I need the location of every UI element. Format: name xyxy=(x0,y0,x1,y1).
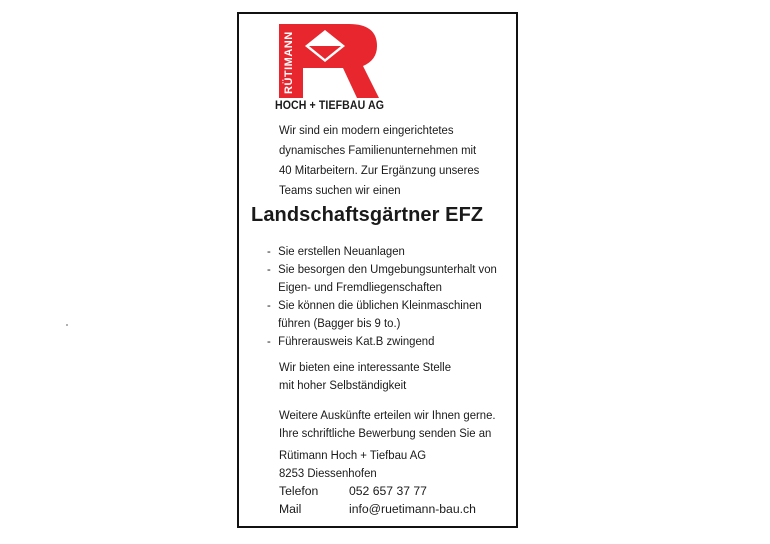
task-text: Sie erstellen Neuanlagen xyxy=(278,244,405,258)
phone-number[interactable]: 052 657 37 77 xyxy=(349,484,427,498)
mail-label: Mail xyxy=(279,502,302,516)
logo-graphic xyxy=(279,24,379,98)
logo-vertical-name: RÜTIMANN xyxy=(283,31,295,94)
job-title: Landschaftsgärtner EFZ xyxy=(251,204,484,226)
info-line: Weitere Auskünfte erteilen wir Ihnen gerne. xyxy=(279,408,496,422)
mail-address[interactable]: info@ruetimann-bau.ch xyxy=(349,502,476,516)
job-advertisement xyxy=(237,12,518,528)
offer-line: mit hoher Selbständigkeit xyxy=(279,378,407,392)
intro-line: Wir sind ein modern eingerichtetes xyxy=(279,123,454,137)
intro-line: dynamisches Familienunternehmen mit xyxy=(279,143,477,157)
task-text-continued: führen (Bagger bis 9 to.) xyxy=(278,316,401,330)
intro-line: Teams suchen wir einen xyxy=(279,183,401,197)
address-company: Rütimann Hoch + Tiefbau AG xyxy=(279,448,427,462)
task-item xyxy=(267,296,497,332)
info-text xyxy=(279,406,514,442)
offer-text xyxy=(279,358,514,394)
task-text: - Sie können die üblichen Kleinmaschinen xyxy=(278,298,482,312)
task-item xyxy=(267,260,497,296)
info-line: Ihre schriftliche Bewerbung senden Sie an xyxy=(279,426,492,440)
task-list xyxy=(267,242,514,350)
intro-line: 40 Mitarbeitern. Zur Ergänzung unseres xyxy=(279,163,480,177)
postal-address xyxy=(279,446,514,482)
task-item xyxy=(267,332,497,350)
phone-row xyxy=(279,482,427,500)
offer-line: Wir bieten eine interessante Stelle xyxy=(279,360,452,374)
scan-speck xyxy=(66,324,68,326)
mail-row xyxy=(279,500,476,518)
phone-label: Telefon xyxy=(279,484,319,498)
task-text-continued: Eigen- und Fremdliegenschaften xyxy=(278,280,442,294)
address-city: 8253 Diessenhofen xyxy=(279,466,377,480)
task-text: Führerausweis Kat.B zwingend xyxy=(278,334,435,348)
task-item xyxy=(267,242,497,260)
intro-text xyxy=(279,120,514,200)
task-text: - Sie besorgen den Umgebungsunterhalt von xyxy=(278,262,497,276)
company-logo xyxy=(279,24,379,98)
company-tagline: HOCH + TIEFBAU AG xyxy=(275,100,385,112)
